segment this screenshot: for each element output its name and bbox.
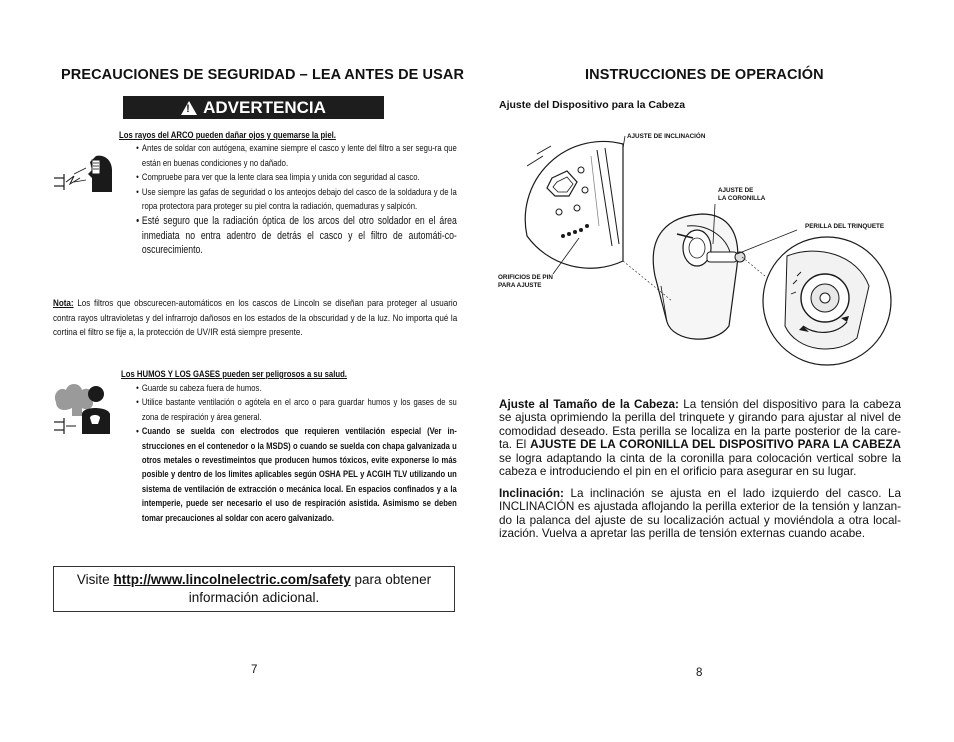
pin-holes-detail bbox=[525, 141, 623, 268]
note-text: Los filtros que obscurecen-automáticos en los cascos de Lincoln se diseñan para proteger al usuario contra rayos ultravioletas y del infrarrojo dañosos en los estados de la obscuridad y de la luz. No importa qué la cortina el filtro se fije a, la protección de UV/IR está siempre presente. bbox=[53, 297, 458, 338]
tilt-paragraph: Inclinación: La inclinación se ajusta en el lado izquierdo del casco. La INCLINACIÓN es ajustada aflojando la perilla exterior de la tensión y lanzan-do la palanca del ajuste de su localización actual y moviéndola a otra local-ización. Vuelva a apretar las perilla de tensión externas cuando acabe. bbox=[499, 487, 901, 541]
page-number-right: 8 bbox=[696, 667, 703, 679]
visit-pre: Visite bbox=[76, 572, 114, 587]
fumes-bullet-list bbox=[137, 381, 457, 525]
list-item: • Esté seguro que la radiación óptica de los arcos del otro soldador en el área inmediata no entra adentro de detrás el casco y el filtro de automáti-co-oscurecimiento. bbox=[137, 214, 457, 258]
list-item: • Cuando se suelda con electrodos que requieren ventilación especial (Ver in-strucciones en el contenedor o la MSDS) o cuando se suelda con chapa galvanizada u otros metales o revestimeintos que producen humos tóxicos, evite exponerse lo más posible y dentro de los limites aplicables según OSHA PEL y ACGIH TLV utilizando un sistema de ventilación de extracción o mecánica local. En espacios confinados y a la intemperie, puede ser necesario el uso de respiración asistida. Asimismo se deben tomar precauciones al soldar con acero galvanizado. bbox=[137, 424, 457, 525]
list-item: • Utilice bastante ventilación o agótela en el arco o para guardar humos y los gases de su zona de respiración y área general. bbox=[137, 395, 457, 424]
list-item: • Guarde su cabeza fuera de humos. bbox=[137, 381, 457, 395]
label-ratchet-knob: PERILLA DEL TRINQUETE bbox=[805, 223, 885, 230]
label-tilt-adjust: AJUSTE DE INCLINACIÓN bbox=[627, 133, 706, 140]
head-size-label: Ajuste al Tamaño de la Cabeza: bbox=[499, 398, 679, 411]
warning-triangle-icon: ! bbox=[181, 101, 197, 115]
tilt-label: Inclinación: bbox=[499, 487, 564, 500]
safety-link[interactable]: http://www.lincolnelectric.com/safety bbox=[113, 572, 351, 587]
note-paragraph bbox=[53, 296, 457, 340]
arc-bullet-list bbox=[137, 141, 457, 258]
arc-rays-icon bbox=[52, 152, 116, 198]
label-crown-adjust: AJUSTE DE LA CORONILLA bbox=[718, 187, 766, 202]
list-item: • Compruebe para ver que la lente clara sea limpia y unida con seguridad al casco. bbox=[137, 170, 457, 185]
arc-rays-title: Los rayos del ARCO pueden dañar ojos y quemarse la piel. bbox=[119, 130, 336, 140]
visit-box bbox=[53, 566, 455, 612]
fumes-title: Los HUMOS Y LOS GASES pueden ser peligrosos a su salud. bbox=[121, 369, 347, 379]
helmet-drawing bbox=[653, 214, 745, 339]
page-number-left: 7 bbox=[251, 664, 258, 676]
ratchet-knob-detail bbox=[763, 237, 891, 365]
head-size-paragraph: Ajuste al Tamaño de la Cabeza: La tensión del dispositivo para la cabeza se ajusta oprimiendo la perilla del trinquete y girando para ajustar al nivel de comodidad deseado. Esta perilla se localiza en la parte posterior de la care-ta. El AJUSTE DE LA CORONILLA DEL DISPOSITIVO PARA LA CABEZA se logra adaptando la cinta de la coronilla para colocación vertical sobre la cabeza e introduciendo el pin en el orificio para asegurar en su lugar. bbox=[499, 398, 901, 479]
warning-banner bbox=[123, 96, 384, 119]
headgear-diagram bbox=[497, 126, 917, 388]
right-heading: INSTRUCCIONES DE OPERACIÓN bbox=[585, 67, 824, 83]
label-pin-holes: ORIFICIOS DE PIN PARA AJUSTE bbox=[498, 274, 553, 289]
left-heading: PRECAUCIONES DE SEGURIDAD – LEA ANTES DE USAR bbox=[61, 67, 465, 83]
visit-post: para obtener información adicional. bbox=[188, 572, 432, 605]
list-item: • Antes de soldar con autógena, examine siempre el casco y lente del filtro a ser segu-ra que están en buenas condiciones y no dañado. bbox=[137, 141, 457, 170]
warning-label: ADVERTENCIA bbox=[203, 97, 326, 117]
fumes-icon bbox=[52, 380, 116, 436]
headgear-subheading: Ajuste del Dispositivo para la Cabeza bbox=[499, 99, 686, 111]
note-label: Nota: bbox=[53, 297, 74, 308]
list-item: • Use siempre las gafas de seguridad o los anteojos debajo del casco de la soldadura y de la ropa protectora para proteger su piel contra la radiación, quemaduras y salpicón. bbox=[137, 185, 457, 214]
